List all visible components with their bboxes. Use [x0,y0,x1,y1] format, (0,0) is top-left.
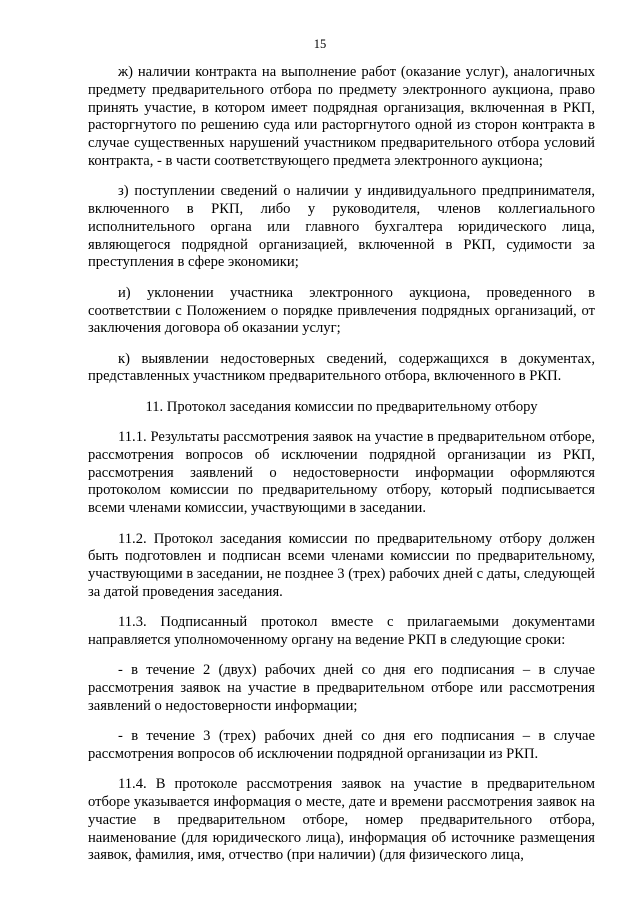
paragraph-11-3: 11.3. Подписанный протокол вместе с прилагаемыми документами направляется уполномоченному органу на ведение РКП в следующие сроки: [88,614,595,649]
list-item-2-days: - в течение 2 (двух) рабочих дней со дня его подписания – в случае рассмотрения заявок на участие в предварительном отборе или рассмотрения заявлений о недостоверности информации; [88,662,595,714]
paragraph-k: к) выявлении недостоверных сведений, содержащихся в документах, представленных участником предварительного отбора, включенного в РКП. [88,350,595,385]
paragraph-z: з) поступлении сведений о наличии у индивидуального предпринимателя, включенного в РКП, либо у руководителя, членов коллегиального исполнительного органа или главного бухгалтера юридического лица, являющегося подрядной организацией, включенной в РКП, судимости за преступления в сфере экономики; [88,183,595,271]
paragraph-11-2: 11.2. Протокол заседания комиссии по предварительному отбору должен быть подготовлен и подписан всеми членами комиссии по предварительному, участвующими в заседании, не позднее 3 (трех) рабочих дней с даты, следующей за датой проведения заседания. [88,530,595,600]
paragraph-11-4: 11.4. В протоколе рассмотрения заявок на участие в предварительном отборе указывается информация о месте, дате и времени рассмотрения заявок на участие в предварительном отборе, номер предварительного отбора, наименование (для юридического лица), информация об источнике размещения заявок, фамилия, имя, отчество (при наличии) (для физического лица, [88,776,595,864]
section-heading-11: 11. Протокол заседания комиссии по предварительному отбору [145,398,538,415]
paragraph-11-1: 11.1. Результаты рассмотрения заявок на участие в предварительном отборе, рассмотрения вопросов об исключении подрядной организации из РКП, рассмотрения заявлений о недостоверности информации оформляются протоколом комиссии по предварительному отбору, который подписывается всеми членами комиссии, участвующими в заседании. [88,429,595,517]
paragraph-i: и) уклонении участника электронного аукциона, проведенного в соответствии с Положением о порядке привлечения подрядных организаций, от заключения договора об оказании услуг; [88,284,595,337]
page-number: 15 [313,37,327,51]
list-item-3-days: - в течение 3 (трех) рабочих дней со дня его подписания – в случае рассмотрения вопросов об исключении подрядной организации из РКП. [88,728,595,762]
paragraph-zh: ж) наличии контракта на выполнение работ (оказание услуг), аналогичных предмету предварительного отбора по предмету электронного аукциона, право принять участие, в котором имеет подрядная организация, включенная в РКП, расторгнутого по решению суда или расторгнутого одной из сторон контракта в случае существенных нарушений участником предварительного отбора условий контракта, - в части соответствующего предмета электронного аукциона; [88,64,595,169]
document-body [88,64,595,865]
